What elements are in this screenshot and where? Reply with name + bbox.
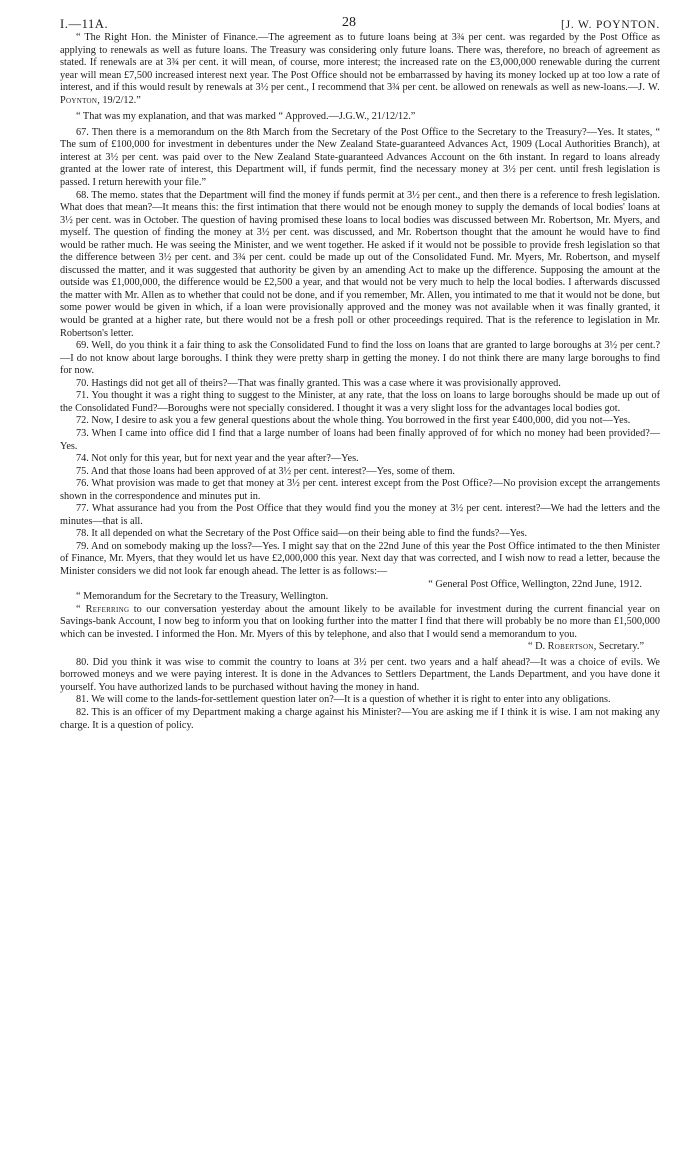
witness-name: [J. W. POYNTON. (560, 19, 660, 31)
question-72: 72. Now, I desire to ask you a few general questions about the whole thing. You borrowed in the first year £400,000, did you not—Yes. (76, 415, 631, 427)
question-73: 73. When I came into office did I find that a large number of loans had been finally approved of for which no money had been provided?—Yes. (60, 427, 660, 452)
question-79: 79. And on somebody making up the loss?—Yes. I might say that on the 22nd June of this year the Post Office intimated to the then Minister of Finance, Mr. Myers, that they would let us have £2,000,000 this year. Next day that was corrected, and I wish now to read a letter, because the Minister considers we did not look far enough ahead. The letter is as follows:— (60, 540, 660, 577)
memo-signature-suffix: , Secretary.” (593, 641, 644, 653)
question-76: 76. What provision was made to get that money at 3½ per cent. interest except from the Post Office?—No provision except the arrangements shown in the correspondence and minutes put in. (60, 478, 660, 502)
question-75: 75. And that those loans had been approved of at 3½ per cent. interest?—Yes, some of them. (76, 465, 455, 477)
memo-signature (60, 641, 660, 654)
memo-body-lead: “ Referring (76, 603, 130, 615)
memo-signature-name: Robertson (547, 641, 594, 653)
question-80: 80. Did you think it was wise to commit the country to loans at 3½ per cent. two years and a half ahead?—It was a choice of evils. We borrowed moneys and we were paying interest. It is done in the Advances to Settlers Department, the Lands Department, and you have done it yourself. You have authorized lands to be purchased without having the money in hand. (60, 656, 660, 693)
question-68: 68. The memo. states that the Department will find the money if funds permit at 3½ per cent., and then there is a reference to fresh legislation. What does that mean?—It means this: the first intimation that there would not be enough money to supply the demands of local bodies' loans at 3½ per cent. was in October. The question of having promised these loans to local bodies was discussed between Mr. Robertson, Mr. Myers, and myself. The question of finding the money at 3½ per cent. was discussed, and Mr. Robertson thought that the amount he would have to find would be rather much. He was seeing the Minister, and we went together. He asked if it would not be possible to provide fresh legislation so that the difference between 3½ per cent. and 3¾ per cent. could be made up out of the Consolidated Fund. Mr. Myers, Mr. Robertson, and myself discussed the matter, and it was suggested that authority be given by an amending Act to make up the difference. Supposing the amount at the outside was £1,000,000, the difference would be £2,500 a year, and that would not be very much to help the local bodies. I afterwards discussed the matter with Mr. Allen as to whether that could not be done, and if you remember, Mr. Allen, you intimated to me that it would not be done, but some power would be given in which, if a loan were provisionally approved and the money was not available when it was finally granted, it would be granted at a higher rate, but there would not be a fresh poll or other proceedings required. That is the reference to legislation in Mr. Robertson's letter. (60, 189, 660, 339)
memo-signature-prefix: “ D. (528, 641, 548, 653)
page-number: 28 (342, 15, 356, 30)
intro-minute-text: “ The Right Hon. the Minister of Finance.—The agreement as to future loans being at 3¾ per cent. was regarded by the Post Office as applying to renewals as well as future loans. The Treasury was considering only future loans. There was, therefore, no breach of agreement as stated. If renewals are at 3¾ per cent. it will mean, of course, more interest; the increased rate on the £3,000,000 renewable during the current year will mean £7,500 increased interest next year. The Post Office should not be embarrassed by having its money locked up at too low a rate of interest, and if this would result by renewals at 3½ per cent., I recommend that 3¾ per cent. be allowed on renewals as well as new-loans.— (60, 32, 660, 94)
approval-paragraph: “ That was my explanation, and that was marked “ Approved.—J.G.W., 21/12/12.” (76, 111, 416, 123)
intro-date: , 19/2/12.” (97, 94, 141, 106)
question-77: 77. What assurance had you from the Post Office that they would find you the money at 3½ per cent. interest?—We had the letters and the minutes—that is all. (60, 503, 660, 527)
memo-body (60, 604, 660, 642)
page-header (60, 0, 660, 32)
memo-body-text: to our conversation yesterday about the amount likely to be available for investment during the current financial year on Savings-bank Account, I now beg to inform you that on looking further into the matter I find that there will probably be no more than £1,500,000 which can be invested. I informed the Hon. Mr. Myers of this by telephone, and also that I would send a memorandum to you. (60, 603, 660, 640)
memo-address: “ General Post Office, Wellington, 22nd June, 1912. (428, 578, 642, 590)
question-71: 71. You thought it was a right thing to suggest to the Minister, at any rate, that the loss on loans to large boroughs should be made up out of the Consolidated Fund?—Boroughs were not specially considered. I thought it was a very slight loss for the advantages local bodies got. (60, 390, 660, 414)
question-70: 70. Hastings did not get all of theirs?—That was finally granted. This was a case where it was provisionally approved. (76, 377, 561, 389)
question-81: 81. We will come to the lands-for-settlement question later on?—It is a question of whether it is right to enter into any obligations. (76, 694, 611, 706)
intro-minute (60, 32, 660, 107)
question-82: 82. This is an officer of my Department making a charge against his Minister?—You are asking me if I think it is wise. I am not making any charge. It is a question of policy. (60, 706, 660, 731)
question-67: 67. Then there is a memorandum on the 8th March from the Secretary of the Post Office to the Secretary to the Treasury?—Yes. It states, “ The sum of £100,000 for investment in debentures under the New Zealand State-guaranteed Advances Act, 1909 (Local Authorities Branch), at interest at 3½ per cent. was paid over to the New Zealand State-guaranteed Advances Account on the 6th instant. In regard to loans already granted at the lower rate of interest, this Department will, if funds permit, find the necessary money at 3½ per cent. until fresh legislation is passed. I return herewith your file.” (60, 126, 660, 189)
intro-signature: J. W. Poynton (60, 82, 660, 106)
question-78: 78. It all depended on what the Secretary of the Post Office said—on their being able to find the funds?—Yes. (76, 528, 528, 540)
question-74: 74. Not only for this year, but for next year and the year after?—Yes. (76, 453, 359, 465)
parliamentary-paper-number: I.—11A. (60, 17, 109, 31)
memo-heading: “ Memorandum for the Secretary to the Treasury, Wellington. (76, 591, 329, 603)
question-69: 69. Well, do you think it a fair thing to ask the Consolidated Fund to find the loss on loans that are granted to large boroughs at 3½ per cent.?—I do not know about large boroughs. I think they were pretty sharp in getting the money. I do not think there are many large boroughs to find for now. (60, 340, 660, 377)
document-page (60, 0, 660, 732)
